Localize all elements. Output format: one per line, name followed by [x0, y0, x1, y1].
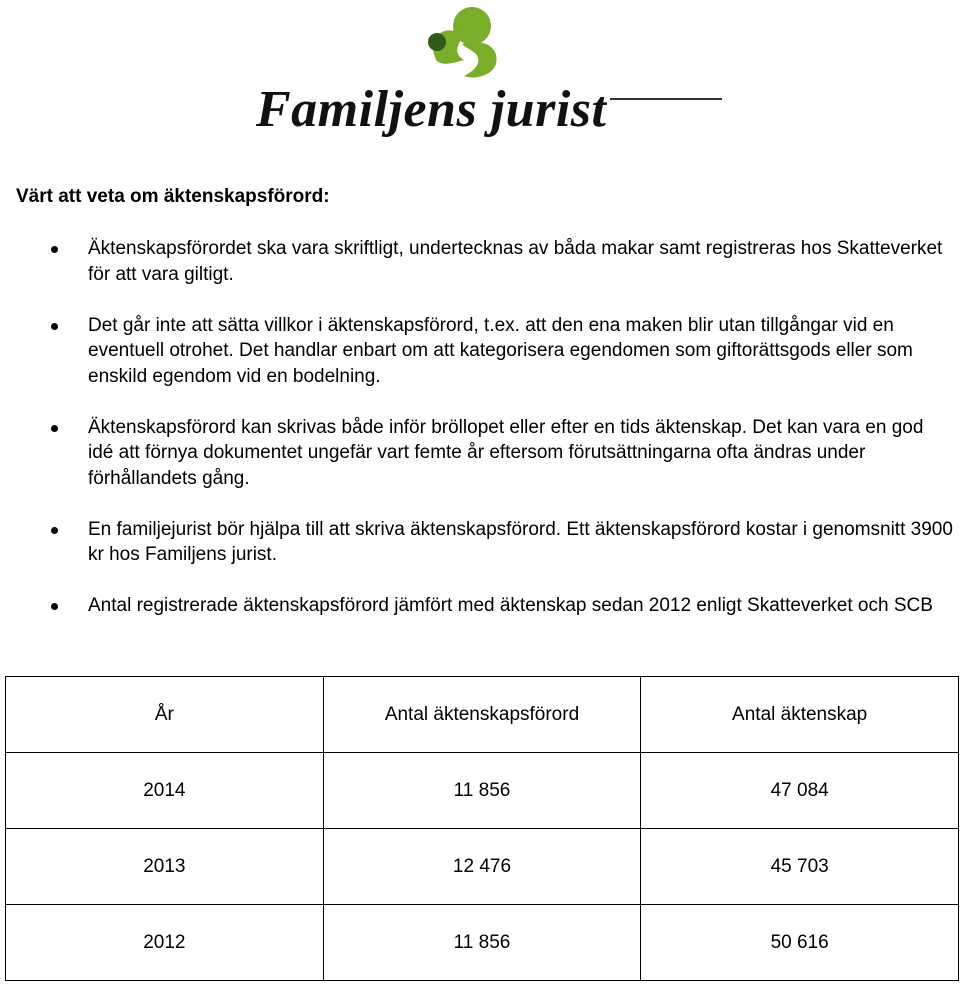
cell-year: 2012: [6, 905, 324, 981]
cell-prenups: 11 856: [323, 753, 641, 829]
logo-underline: [610, 98, 722, 100]
cell-prenups: 12 476: [323, 829, 641, 905]
bullet-item: Antal registrerade äktenskapsförord jämfört med äktenskap sedan 2012 enligt Skatteverket och SCB: [0, 593, 960, 619]
familjens-jurist-logo: [250, 2, 730, 152]
cell-marriages: 50 616: [641, 905, 959, 981]
cell-year: 2014: [6, 753, 324, 829]
cell-prenups: 11 856: [323, 905, 641, 981]
table-row: [6, 753, 959, 829]
bullet-item: Äktenskapsförord kan skrivas både inför bröllopet eller efter en tids äktenskap. Det kan vara en god idé att förnya dokumentet ungefär vart femte år eftersom förutsättningarna ofta ändras under förhållandets gång.: [0, 415, 960, 492]
page-heading: Värt att veta om äktenskapsförord:: [16, 186, 330, 207]
cell-marriages: 45 703: [641, 829, 959, 905]
bullet-item: En familjejurist bör hjälpa till att skriva äktenskapsförord. Ett äktenskapsförord kostar i genomsnitt 3900 kr hos Familjens jurist.: [0, 517, 960, 568]
bullet-item: Det går inte att sätta villkor i äktenskapsförord, t.ex. att den ena maken blir utan tillgångar vid en eventuell otrohet. Det handlar enbart om att kategorisera egendomen som giftorättsgods eller som enskild egendom vid en bodelning.: [0, 313, 960, 390]
logo-wordmark: Familjens jurist: [256, 81, 607, 138]
table-row: [6, 829, 959, 905]
statistics-table: [5, 676, 959, 981]
cell-year: 2013: [6, 829, 324, 905]
info-bullet-list: [0, 236, 960, 619]
bullet-item: Äktenskapsförordet ska vara skriftligt, undertecknas av båda makar samt registreras hos Skatteverket för att vara giltigt.: [0, 236, 960, 287]
header-marriages: Antal äktenskap: [641, 677, 959, 753]
header-year: År: [6, 677, 324, 753]
cell-marriages: 47 084: [641, 753, 959, 829]
table-row: [6, 905, 959, 981]
header-prenups: Antal äktenskapsförord: [323, 677, 641, 753]
table-header-row: [6, 677, 959, 753]
